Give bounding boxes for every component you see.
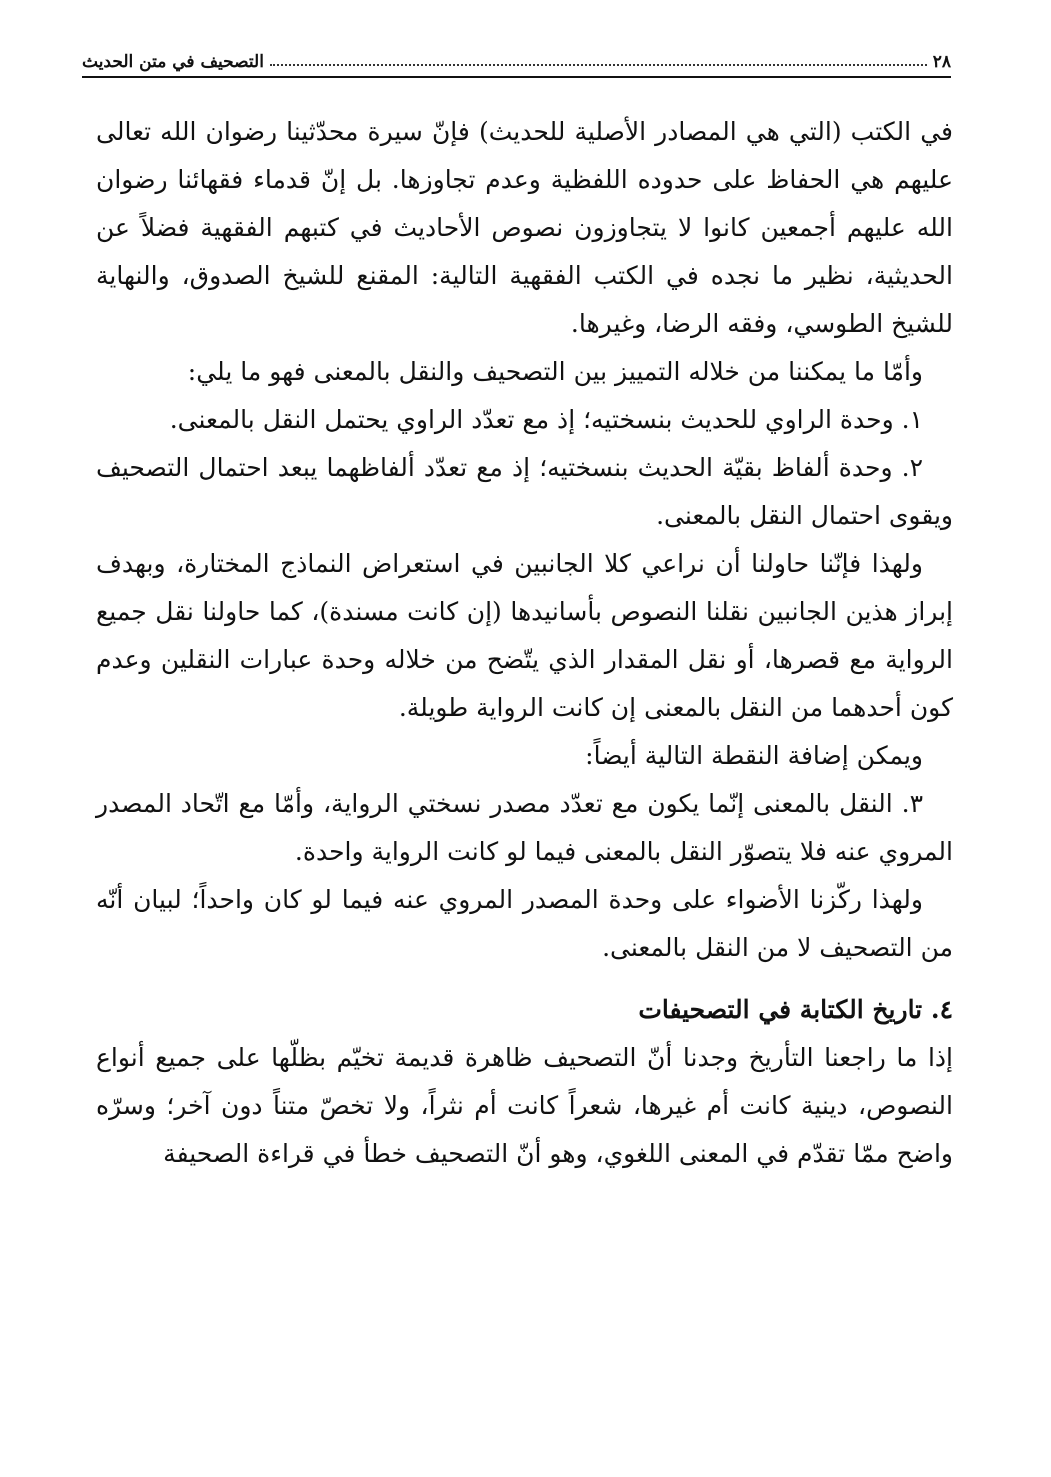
paragraph: ولهذا ركّزنا الأضواء على وحدة المصدر المروي عنه فيما لو كان واحداً؛ لبيان أنّه من التصحيف لا من النقل بالمعنى.: [96, 885, 953, 962]
page-header: [82, 38, 951, 72]
page-body: [96, 108, 953, 1178]
paragraph: في الكتب (التي هي المصادر الأصلية للحديث) فإنّ سيرة محدّثينا رضوان الله تعالى عليهم هي الحفاظ على حدوده اللفظية وعدم تجاوزها. بل إنّ قدماء فقهائنا رضوان الله عليهم أجمعين كانوا لا يتجاوزون نصوص الأحاديث في كتبهم الفقهية فضلاً عن الحديثية، نظير ما نجده في الكتب الفقهية التالية: المقنع للشيخ الصدوق، والنهاية للشيخ الطوسي، وفقه الرضا، وغيرها.: [96, 117, 953, 338]
leader-dots: [270, 64, 927, 66]
header-rule: [82, 76, 951, 78]
section-heading: ٤. تاريخ الكتابة في التصحيفات: [638, 995, 953, 1024]
page-number: ٢٨: [932, 52, 951, 72]
paragraph: ولهذا فإنّنا حاولنا أن نراعي كلا الجانبين في استعراض النماذج المختارة، وبهدف إبراز هذين الجانبين نقلنا النصوص بأسانيدها (إن كانت مسندة)، كما حاولنا نقل جميع الرواية مع قصرها، أو نقل المقدار الذي يتّضح من خلاله وحدة عبارات النقلين وعدم كون أحدهما من النقل بالمعنى إن كانت الرواية طويلة.: [96, 549, 953, 722]
list-item: ٢. وحدة ألفاظ بقيّة الحديث بنسختيه؛ إذ مع تعدّد ألفاظهما يبعد احتمال التصحيف ويقوى احتمال النقل بالمعنى.: [96, 453, 953, 530]
list-item: ٣. النقل بالمعنى إنّما يكون مع تعدّد مصدر نسختي الرواية، وأمّا مع اتّحاد المصدر المروي عنه فلا يتصوّر النقل بالمعنى فيما لو كانت الرواية واحدة.: [96, 789, 953, 866]
list-item: ١. وحدة الراوي للحديث بنسختيه؛ إذ مع تعدّد الراوي يحتمل النقل بالمعنى.: [169, 405, 923, 434]
section-paragraph: إذا ما راجعنا التأريخ وجدنا أنّ التصحيف ظاهرة قديمة تخيّم بظلّها على جميع أنواع النصوص، دينية كانت أم غيرها، شعراً كانت أم نثراً، ولا تخصّ متناً دون آخر؛ وسرّه واضح ممّا تقدّم في المعنى اللغوي، وهو أنّ التصحيف خطأ في قراءة الصحيفة: [96, 1043, 953, 1168]
paragraph: وأمّا ما يمكننا من خلاله التمييز بين التصحيف والنقل بالمعنى فهو ما يلي:: [187, 357, 923, 386]
paragraph: ويمكن إضافة النقطة التالية أيضاً:: [585, 741, 923, 770]
running-title: التصحيف في متن الحديث: [82, 52, 264, 72]
